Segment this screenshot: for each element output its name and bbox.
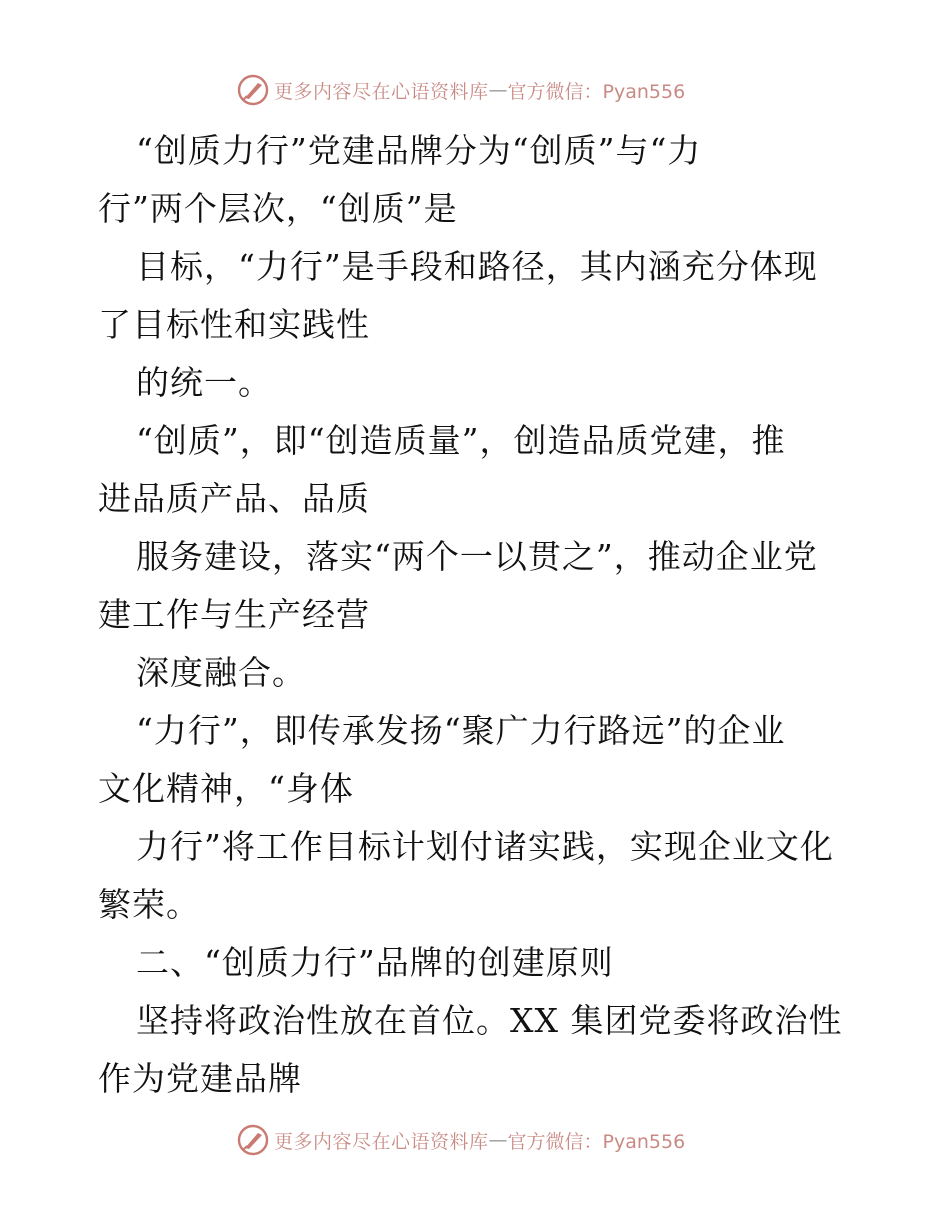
text-line: 作为党建品牌 xyxy=(98,1059,302,1098)
text-line: 目标，“力行”是手段和路径，其内涵充分体现 xyxy=(136,247,818,286)
text-line: “创质”，即“创造质量”，创造品质党建，推 xyxy=(136,421,786,460)
text-line: 的统一。 xyxy=(136,363,272,402)
text-line: 进品质产品、品质 xyxy=(98,479,370,518)
text-line: 深度融合。 xyxy=(136,653,306,692)
header-watermark xyxy=(236,72,685,108)
text-line: 建工作与生产经营 xyxy=(98,595,370,634)
body-text xyxy=(98,122,858,1108)
quill-logo-icon xyxy=(236,73,270,107)
watermark-wechat: 官方微信：Pyan556 xyxy=(507,80,686,103)
text-line: 力行”将工作目标计划付诸实践，实现企业文化 xyxy=(136,827,834,866)
text-line: 坚持将政治性放在首位。XX 集团党委将政治性 xyxy=(136,1001,843,1040)
watermark-dash: — xyxy=(488,1129,508,1151)
watermark-dash: — xyxy=(488,79,508,101)
section-heading: 二、“创质力行”品牌的创建原则 xyxy=(136,943,614,982)
watermark-slogan: 更多内容尽在心语资料库 xyxy=(274,80,489,103)
text-line: 行”两个层次，“创质”是 xyxy=(98,189,458,228)
text-line: 繁荣。 xyxy=(98,885,200,924)
watermark-wechat: 官方微信：Pyan556 xyxy=(507,1130,686,1153)
footer-watermark xyxy=(236,1122,685,1158)
quill-logo-icon xyxy=(236,1123,270,1157)
text-line: “力行”，即传承发扬“聚广力行路远”的企业 xyxy=(136,711,786,750)
text-line: 服务建设，落实“两个一以贯之”，推动企业党 xyxy=(136,537,818,576)
text-line: “创质力行”党建品牌分为“创质”与“力 xyxy=(136,131,702,170)
text-line: 文化精神，“身体 xyxy=(98,769,354,808)
text-line: 了目标性和实践性 xyxy=(98,305,370,344)
watermark-slogan: 更多内容尽在心语资料库 xyxy=(274,1130,489,1153)
